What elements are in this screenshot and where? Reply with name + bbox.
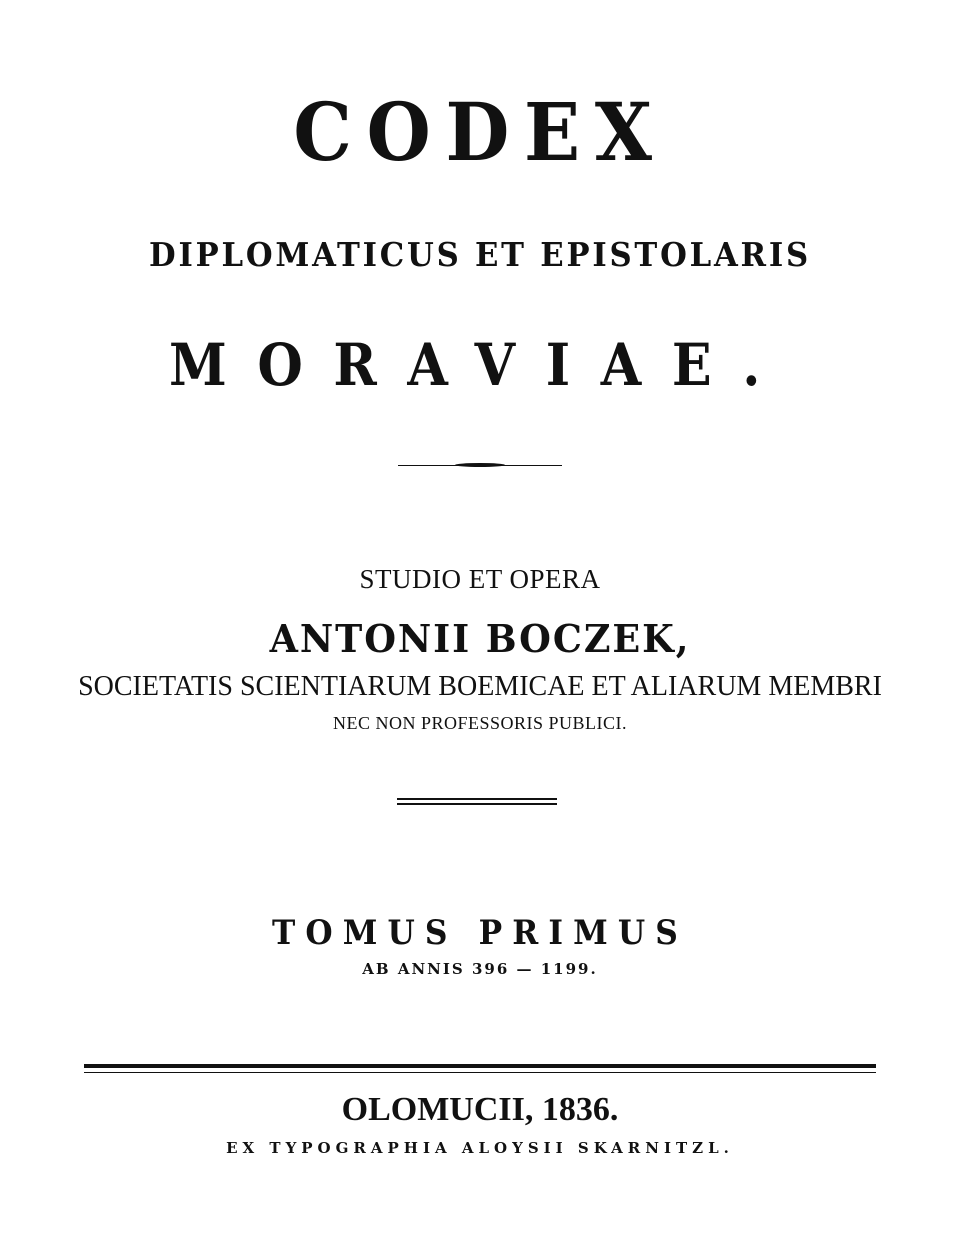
double-rule-top	[397, 798, 557, 800]
place-and-date: OLOMUCII, 1836.	[341, 1091, 619, 1128]
professor-line: NEC NON PROFESSORIS PUBLICI.	[332, 713, 628, 733]
subtitle: DIPLOMATICUS ET EPISTOLARIS	[149, 235, 811, 274]
volume-title: TOMUS PRIMUS	[271, 913, 688, 953]
title: CODEX	[293, 85, 667, 179]
ornamental-rule-center	[455, 463, 505, 467]
printer-imprint: EX TYPOGRAPHIA ALOYSII SKARNITZL.	[226, 1139, 734, 1157]
author-name: ANTONII BOCZEK,	[269, 616, 691, 661]
byline: STUDIO ET OPERA	[359, 564, 601, 594]
year-range: AB ANNIS 396 — 1199.	[362, 960, 598, 978]
thin-rule	[84, 1072, 876, 1073]
region-title: MORAVIAE.	[168, 331, 792, 399]
heavy-rule	[84, 1064, 876, 1068]
double-rule-bottom	[397, 803, 557, 805]
society-membership: SOCIETATIS SCIENTIARUM BOEMICAE ET ALIARUM MEMBRI	[78, 671, 882, 702]
